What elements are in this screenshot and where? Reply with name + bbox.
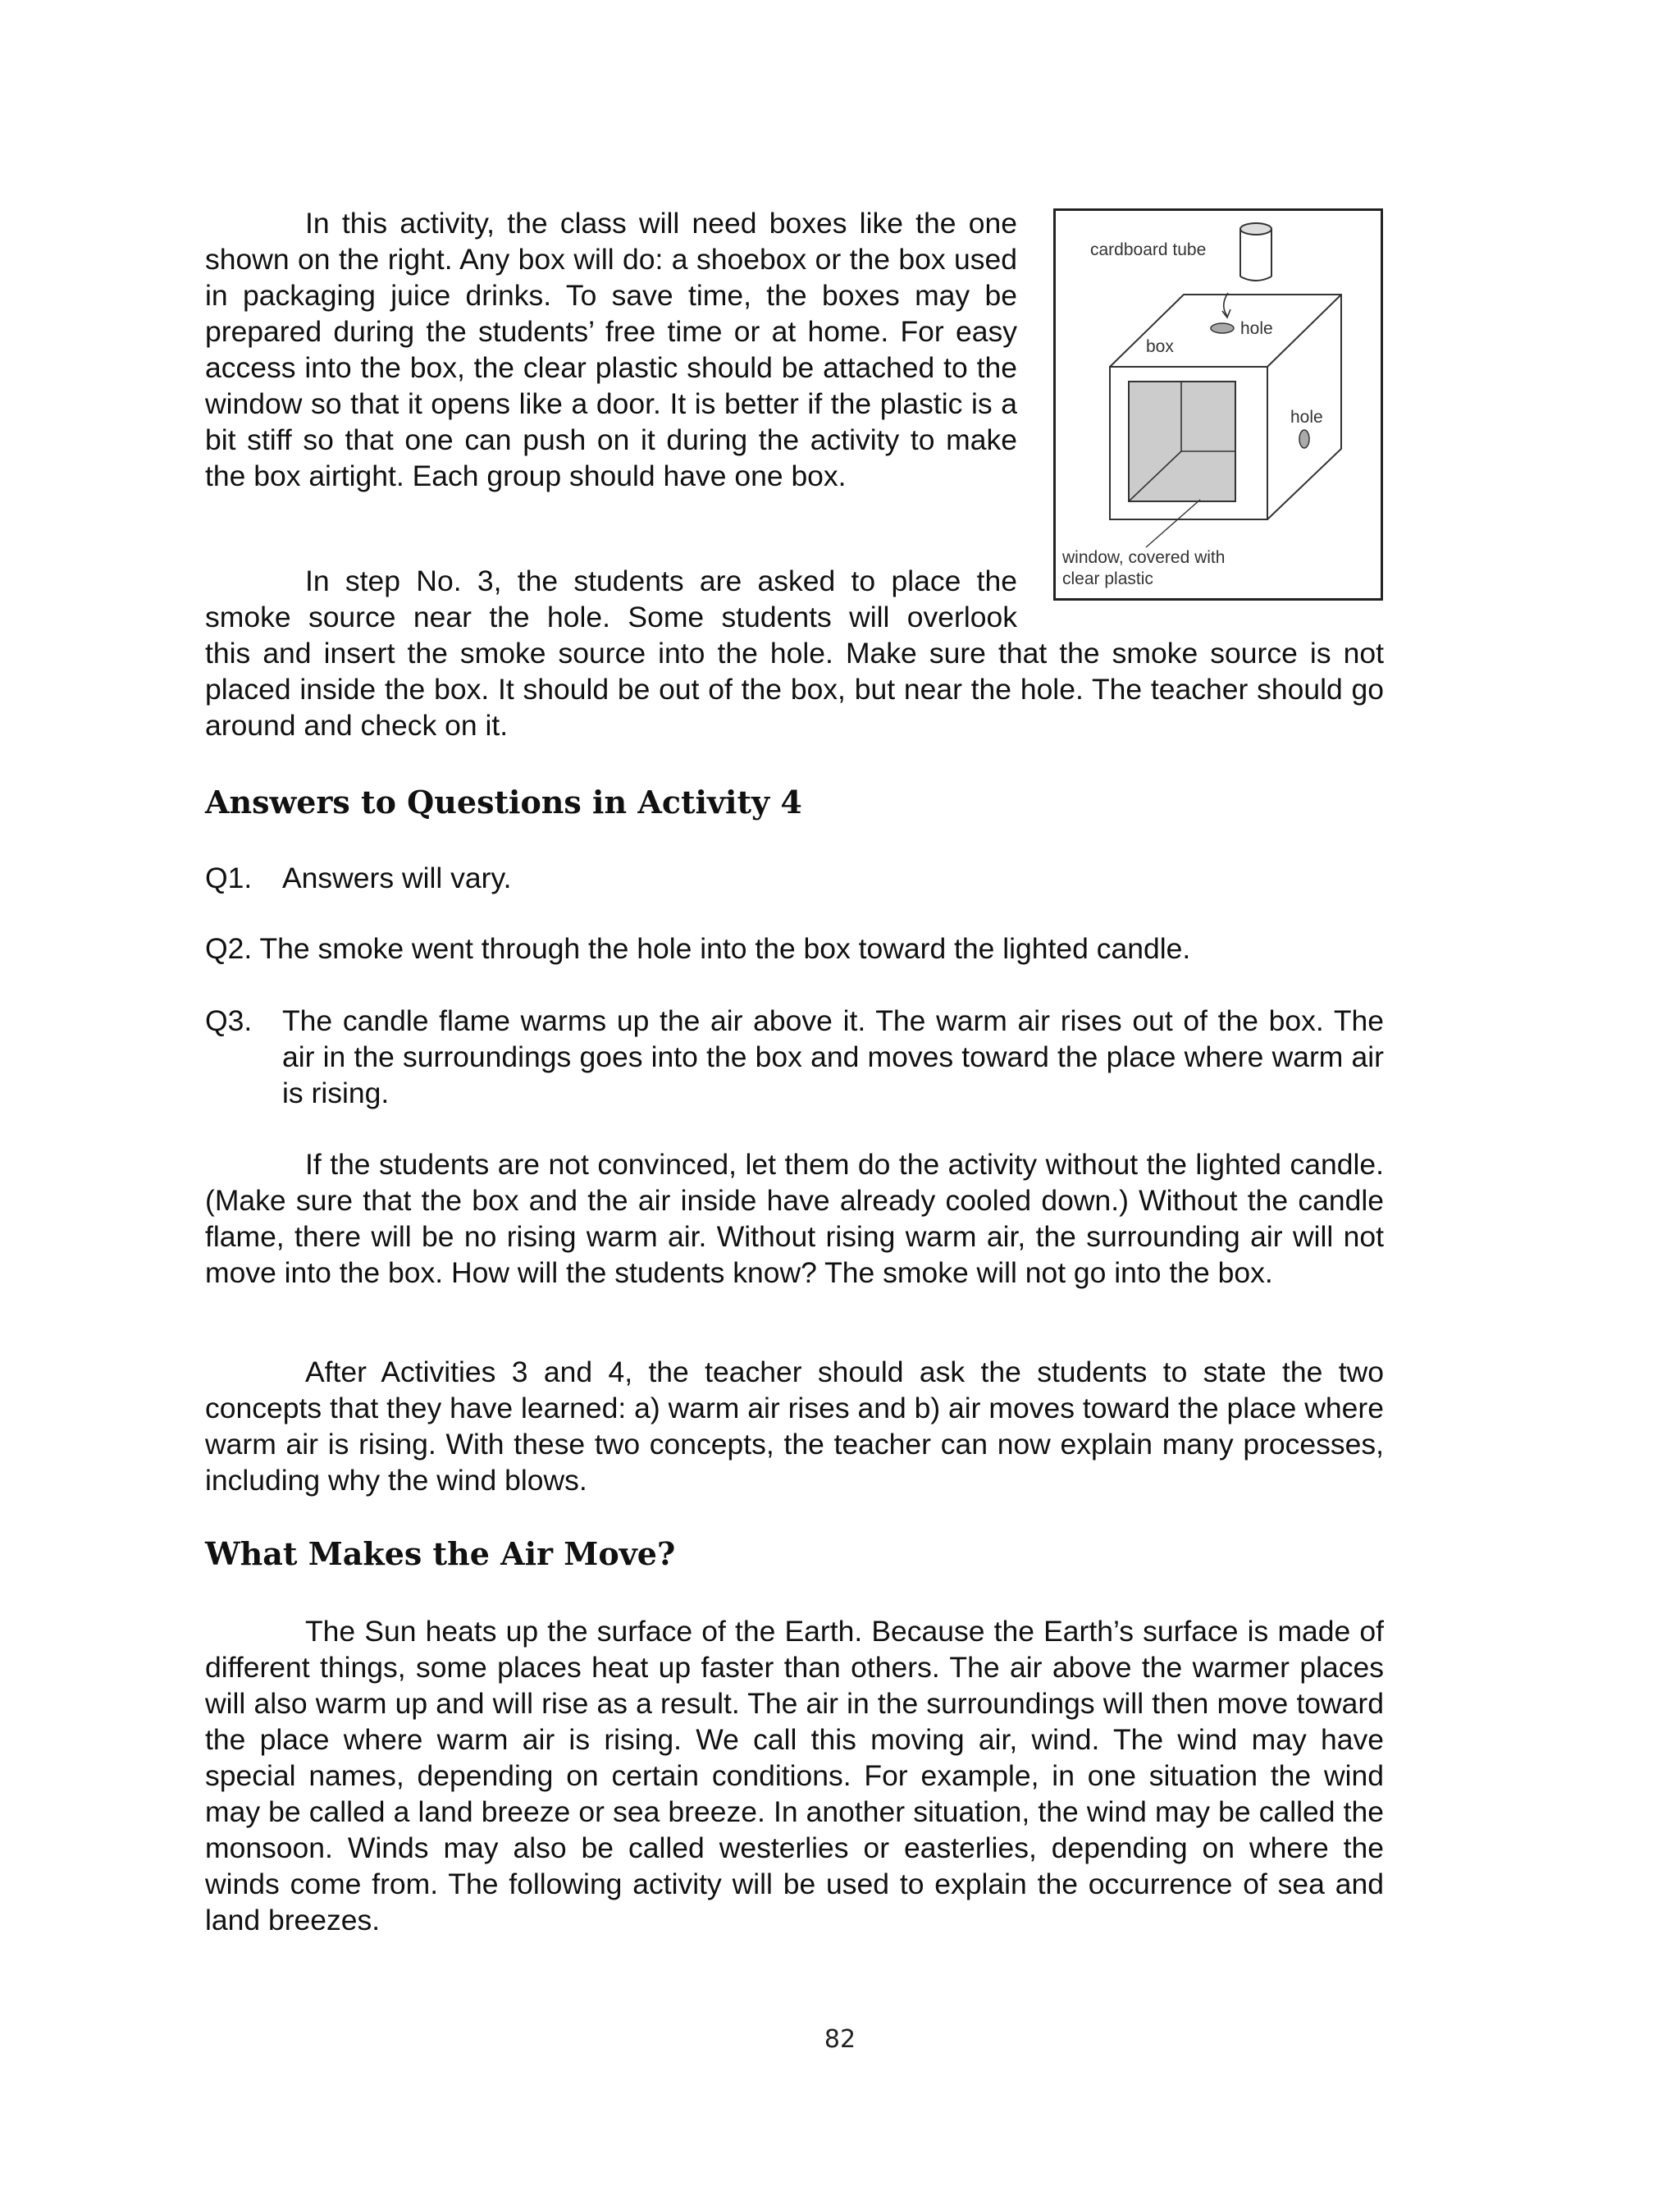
label-hole-side: hole bbox=[1290, 408, 1323, 427]
window-plastic bbox=[1129, 382, 1235, 501]
answer-number: Q2. bbox=[205, 932, 253, 965]
convince-paragraph: If the students are not convinced, let them do the activity without the lighted candle. (Make sure that the box and the air inside have already cooled down.) Without the candle flame, there will be no rising warm air. Without rising warm air, the surrounding air will not move into the box. How will the students know? The smoke will not go into the box. bbox=[205, 1148, 1384, 1289]
label-hole-top: hole bbox=[1240, 319, 1273, 338]
box-diagram bbox=[1056, 211, 1381, 598]
window-pointer bbox=[1146, 500, 1200, 547]
step3-paragraph bbox=[205, 563, 1384, 743]
cardboard-tube bbox=[1240, 223, 1271, 281]
answer-q3 bbox=[205, 1003, 1384, 1111]
answer-text: Answers will vary. bbox=[282, 862, 512, 894]
heading-answers: Answers to Questions in Activity 4 bbox=[205, 784, 802, 821]
tube-arrow bbox=[1224, 293, 1228, 316]
step3-line2: smoke source near the hole. Some students will overlook bbox=[205, 601, 1017, 633]
answer-text: The smoke went through the hole into the box toward the lighted candle. bbox=[259, 932, 1191, 965]
side-hole bbox=[1299, 430, 1309, 448]
answer-q1 bbox=[205, 860, 1384, 896]
answer-text: The candle flame warms up the air above it. The warm air rises out of the box. The air in the surroundings goes into the box and moves toward the place where warm air is rising. bbox=[282, 1004, 1384, 1109]
label-window-line2: clear plastic bbox=[1062, 569, 1153, 588]
answer-number: Q3. bbox=[205, 1004, 253, 1037]
wind-paragraph: The Sun heats up the surface of the Earth. Because the Earth’s surface is made of different things, some places heat up faster than others. The air above the warmer places will also warm up and will rise as a result. The air in the surroundings will then move toward the place where warm air is rising. We call this moving air, wind. The wind may have special names, depending on certain conditions. For example, in one situation the wind may be called a land breeze or sea breeze. In another situation, the wind may be called the monsoon. Winds may also be called westerlies or easterlies, depending on where the winds come from. The following activity will be used to explain the occurrence of sea and land breezes. bbox=[205, 1615, 1384, 1936]
step3-rest: this and insert the smoke source into the hole. Make sure that the smoke source is not placed inside the box. It should be out of the box, but near the hole. The teacher should go around and check on it. bbox=[205, 637, 1384, 742]
concepts-paragraph: After Activities 3 and 4, the teacher should ask the students to state the two concepts that they have learned: a) warm air rises and b) air moves toward the place where warm air is rising. With these two concepts, the teacher can now explain many processes, including why the wind blows. bbox=[205, 1356, 1384, 1497]
box-diagram-figure bbox=[1053, 208, 1383, 601]
top-hole bbox=[1211, 323, 1234, 333]
page-number: 82 bbox=[824, 2025, 856, 2054]
answer-text-q2 bbox=[205, 930, 1384, 967]
intro-paragraph: In this activity, the class will need boxes like the one shown on the right. Any box will do: a shoebox or the box used in packaging juice drinks. To save time, the boxes may be prepared during the students’ free time or at home. For easy access into the box, the clear plastic should be attached to the window so that it opens like a door. It is better if the plastic is a bit stiff so that one can push on it during the activity to make the box airtight. Each group should have one box. bbox=[205, 207, 1017, 492]
answer-q2 bbox=[205, 930, 1384, 967]
label-cardboard-tube: cardboard tube bbox=[1090, 240, 1207, 259]
label-box: box bbox=[1146, 337, 1174, 356]
heading-what-makes-air-move: What Makes the Air Move? bbox=[205, 1535, 676, 1572]
label-window-line1: window, covered with bbox=[1062, 548, 1226, 567]
step3-line1: In step No. 3, the students are asked to place the bbox=[305, 565, 1017, 597]
answer-number: Q1. bbox=[205, 862, 253, 894]
